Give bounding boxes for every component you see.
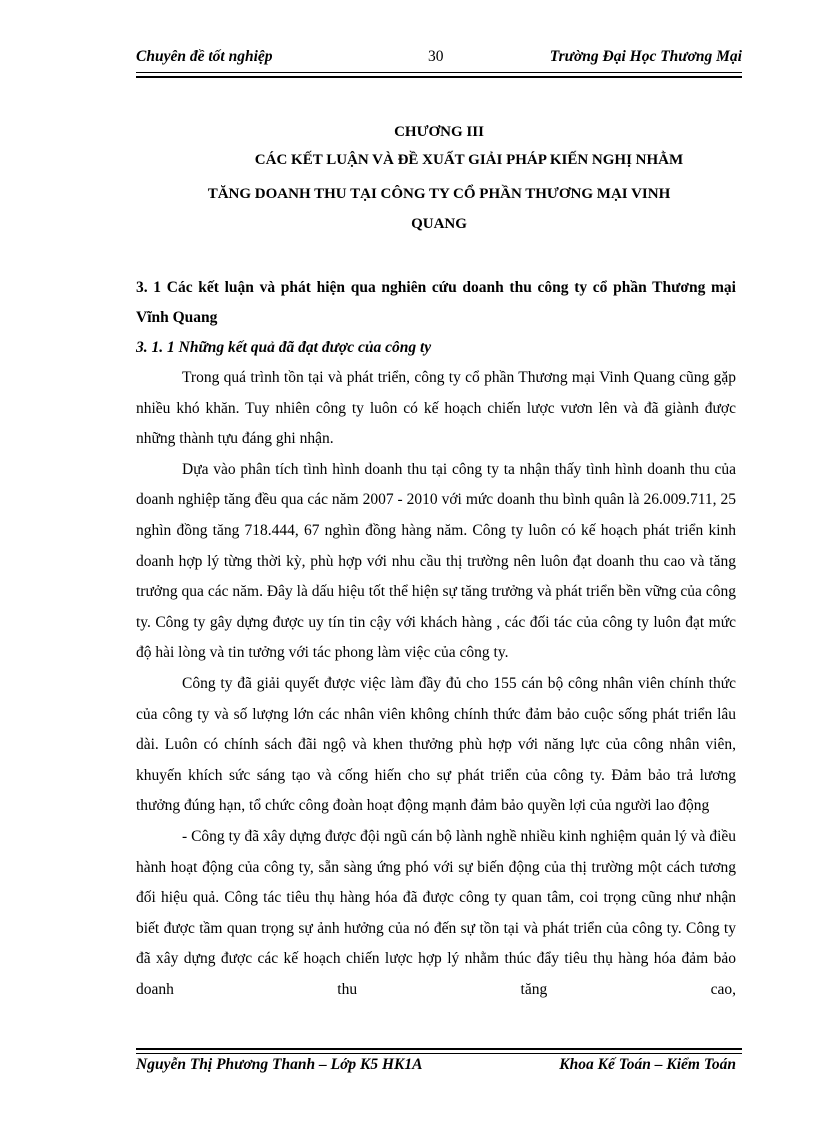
- footer-rule: [136, 1048, 742, 1054]
- paragraph-2: Dựa vào phân tích tình hình doanh thu tại công ty ta nhận thấy tình hình doanh thu của doanh nghiệp tăng đều qua các năm 2007 - 2010 với mức doanh thu bình quân là 26.009.711, 25 nghìn đồng tăng 718.444, 67 nghìn đồng hàng năm. Công ty luôn có kế hoạch phát triển kinh doanh hợp lý từng thời kỳ, phù hợp với nhu cầu thị trường nên luôn đạt doanh thu cao và tăng trưởng qua các năm. Đây là dấu hiệu tốt thể hiện sự tăng trưởng và phát triển bền vững của công ty. Công ty gây dựng được uy tín tin cậy với khách hàng , các đối tác của công ty luôn đạt mức độ hài lòng và tin tưởng với tác phong làm việc của công ty.: [136, 460, 736, 662]
- footer-right-text: Khoa Kế Toán – Kiểm Toán: [559, 1056, 736, 1073]
- section-heading: 3. 1 Các kết luận và phát hiện qua nghiên cứu doanh thu công ty cổ phần Thương mại Vĩnh Quang: [136, 279, 736, 326]
- header-rule: [136, 72, 742, 78]
- chapter-number: CHƯƠNG III: [394, 124, 484, 140]
- body-content: [136, 273, 736, 1005]
- chapter-title-line1: CÁC KẾT LUẬN VÀ ĐỀ XUẤT GIẢI PHÁP KIẾN NGHỊ NHẰM: [254, 152, 684, 168]
- paragraph-1: Trong quá trình tồn tại và phát triển, công ty cổ phần Thương mại Vinh Quang cũng gặp nhiều khó khăn. Tuy nhiên công ty luôn có kế hoạch chiến lược vươn lên và đã giành được những thành tựu đáng ghi nhận.: [136, 369, 736, 448]
- header-right-text: Trường Đại Học Thương Mại: [549, 48, 742, 65]
- page-number: 30: [428, 48, 444, 65]
- paragraph-3: Công ty đã giải quyết được việc làm đầy đủ cho 155 cán bộ công nhân viên chính thức của công ty và số lượng lớn các nhân viên không chính thức đảm bảo cuộc sống phát triển lâu dài. Luôn có chính sách đãi ngộ và khen thưởng phù hợp với năng lực của công nhân viên, khuyến khích sức sáng tạo và cống hiến cho sự phát triển của công ty. Đảm bảo trả lương thưởng đúng hạn, tổ chức công đoàn hoạt động mạnh đảm bảo quyền lợi của người lao động: [136, 674, 736, 815]
- page-footer: [136, 1056, 736, 1078]
- footer-left-text: Nguyễn Thị Phương Thanh – Lớp K5 HK1A: [136, 1056, 423, 1073]
- paragraph-4: - Công ty đã xây dựng được đội ngũ cán bộ lành nghề nhiều kinh nghiệm quản lý và điều hành hoạt động của công ty, sẵn sàng ứng phó với sự biến động của thị trường một cách tương đối hiệu quả. Công tác tiêu thụ hàng hóa đã được công ty quan tâm, coi trọng cũng như nhận biết được tầm quan trọng sự ảnh hưởng của nó đến sự tồn tại và phát triển của công ty. Công ty đã xây dựng được các kế hoạch chiến lược hợp lý nhằm thúc đẩy tiêu thụ hàng hóa đảm bảo doanh thu tăng cao,: [136, 827, 736, 998]
- header-left-text: Chuyên đề tốt nghiệp: [136, 48, 273, 65]
- chapter-title-line2: TĂNG DOANH THU TẠI CÔNG TY CỔ PHẦN THƯƠNG MẠI VINH: [207, 186, 671, 202]
- subsection-heading: 3. 1. 1 Những kết quả đã đạt được của công ty: [136, 339, 432, 356]
- page-header: [136, 48, 742, 70]
- chapter-title-line3: QUANG: [411, 216, 467, 232]
